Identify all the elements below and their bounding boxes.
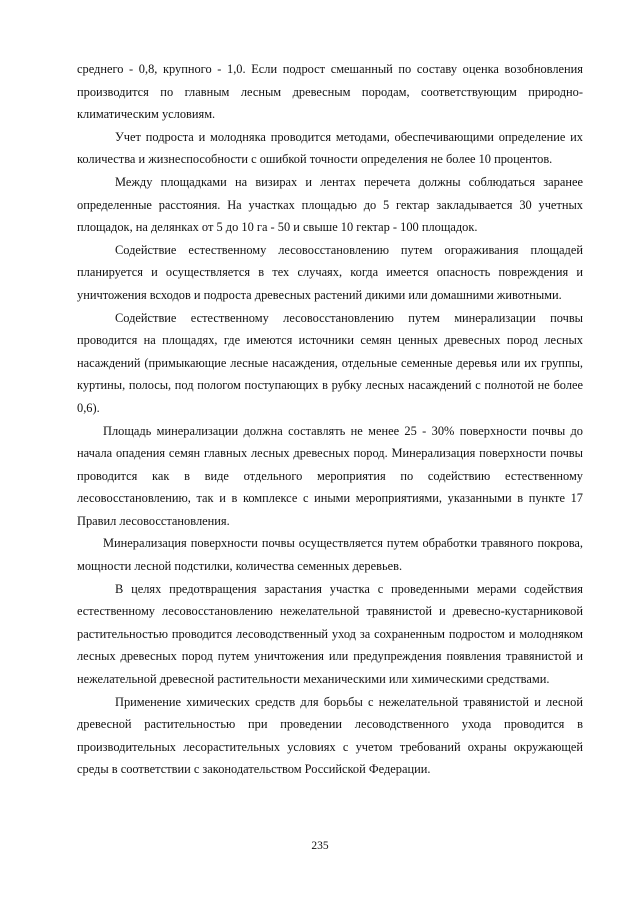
- paragraph-8: В целях предотвращения зарастания участка с проведенными мерами содействия естественному лесовосстановлению нежелательной травянистой и древесно-кустарниковой растительностью проводится лесоводственный уход за сохраненным подростом и молодняком лесных древесных пород путем уничтожения или предупреждения появления травянистой и нежелательной древесной растительности механическими или химическими средствами.: [77, 581, 583, 687]
- paragraph-1: среднего - 0,8, крупного - 1,0. Если подрост смешанный по составу оценка возобновления производится по главным лесным древесным породам, соответствующим природно-климатическим условиям.: [77, 62, 583, 122]
- paragraph-9: Применение химических средств для борьбы с нежелательной травянистой и лесной древесной растительностью при проведении лесоводственного ухода проводится в производительных лесорастительных условиях с учетом требований охраны окружающей среды в соответствии с законодательством Российской Федерации.: [77, 694, 583, 777]
- paragraph-4: Содействие естественному лесовосстановлению путем огораживания площадей планируется и осуществляется в тех случаях, когда имеется опасность повреждения и уничтожения всходов и подроста древесных растений дикими или домашними животными.: [77, 242, 583, 302]
- paragraph-6: Площадь минерализации должна составлять не менее 25 - 30% поверхности почвы до начала опадения семян главных лесных древесных пород. Минерализация поверхности почвы проводится как в виде отдельного мероприятия по содействию естественному лесовосстановлению, так и в комплексе с иными мероприятиями, указанными в пункте 17 Правил лесовосстановления.: [77, 423, 583, 528]
- paragraph-5: Содействие естественному лесовосстановлению путем минерализации почвы проводится на площадях, где имеются источники семян ценных древесных пород лесных насаждений (примыкающие лесные насаждения, отдельные семенные деревья или их группы, куртины, полосы, под пологом поступающих в рубку лесных насаждений с полнотой не более 0,6).: [77, 310, 583, 415]
- paragraph-2: Учет подроста и молодняка проводится методами, обеспечивающими определение их количества и жизнеспособности с ошибкой точности определения не более 10 процентов.: [77, 129, 583, 167]
- body-text: [77, 58, 583, 781]
- page-number: 235: [311, 840, 329, 852]
- paragraph-3: Между площадками на визирах и лентах перечета должны соблюдаться заранее определенные расстояния. На участках площадью до 5 гектар закладывается 30 учетных площадок, на делянках от 5 до 10 га - 50 и свыше 10 гектар - 100 площадок.: [77, 174, 583, 235]
- paragraph-7: Минерализация поверхности почвы осуществляется путем обработки травяного покрова, мощности лесной подстилки, количества семенных деревьев.: [77, 536, 583, 574]
